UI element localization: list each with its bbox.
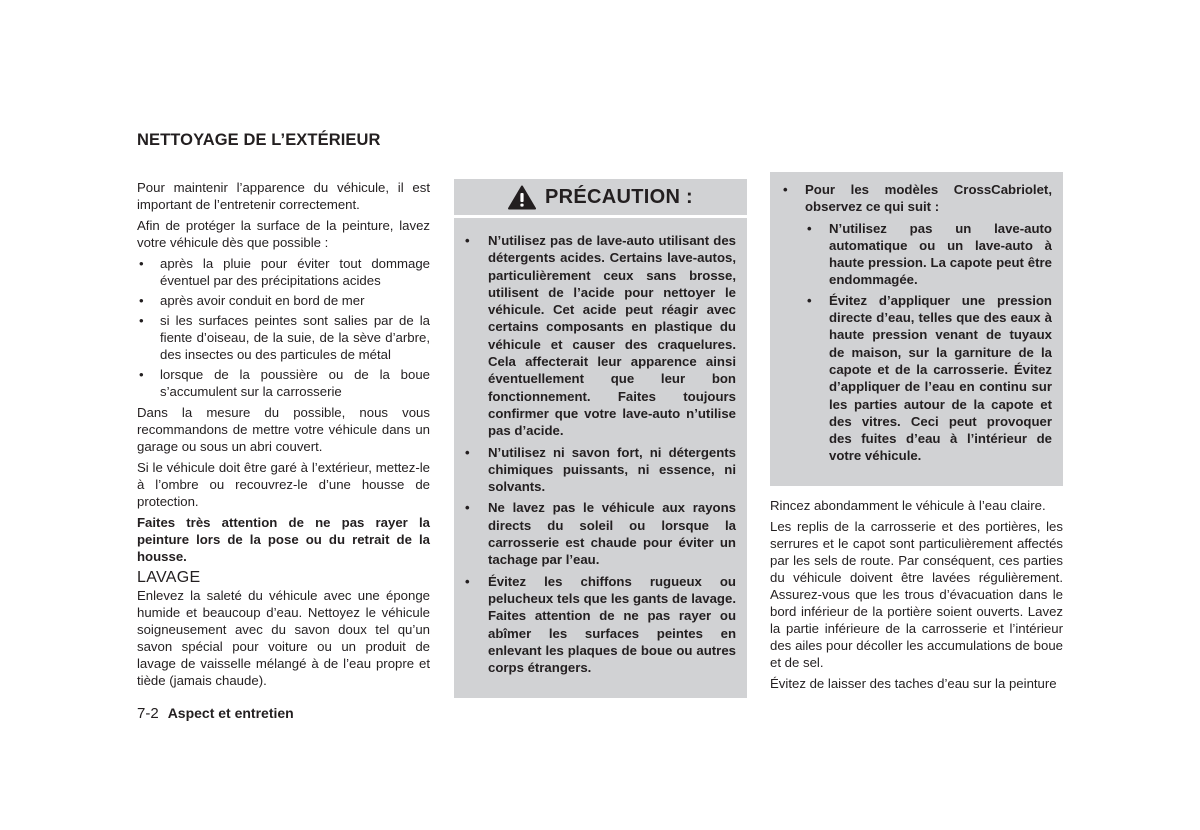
caution-title: PRÉCAUTION :	[544, 185, 694, 208]
chapter-title: Aspect et entretien	[167, 705, 294, 721]
caution-box	[454, 179, 747, 698]
crosscabriolet-list	[770, 172, 1063, 465]
page-footer	[137, 705, 294, 722]
crosscabriolet-box	[770, 172, 1063, 486]
washing-paragraph: Enlevez la saleté du véhicule avec une éponge humide et beaucoup d’eau. Nettoyez le véhicule soigneusement avec du savon doux tel qu’un savon spécial pour voiture ou un produit de lavage de vaisselle mélangé à de l’eau propre et tiède (jamais chaude).	[137, 588, 430, 688]
list-item: • Ne lavez pas le véhicule aux rayons directs du soleil ou lorsque la carrosserie est chaude pour éviter un tachage par l’eau.	[465, 499, 736, 568]
list-item: • N’utilisez ni savon fort, ni détergents chimiques puissants, ni essence, ni solvants.	[465, 444, 736, 496]
list-item: • après la pluie pour éviter tout dommage éventuel par des précipitations acides	[137, 255, 430, 289]
warning-triangle-icon	[508, 185, 536, 210]
outdoor-parking-paragraph: Si le véhicule doit être garé à l’extérieur, mettez-le à l’ombre ou recouvrez-le d’une housse de protection.	[137, 460, 430, 509]
garage-paragraph: Dans la mesure du possible, nous vous recommandons de mettre votre véhicule dans un garage ou sous un abri couvert.	[137, 405, 430, 454]
list-item: • Évitez d’appliquer une pression directe d’eau, telles que des eaux à haute pression venant de tuyaux de maison, sur la garniture de la capote et de la carrosserie. Évitez d’appliquer de l’eau en continu sur les parties autour de la capote et des vitres. Ceci peut provoquer des fuites d’eau à l’intérieur de votre véhicule.	[805, 292, 1052, 465]
list-item: • Évitez les chiffons rugueux ou pelucheux tels que les gants de lavage. Faites attention de ne pas rayer ou abîmer les surfaces peintes en enlevant les plaques de boue ou autres corps étrangers.	[465, 573, 736, 677]
list-item: • N’utilisez pas un lave-auto automatique ou un lave-auto à haute pression. La capote peut être endommagée.	[805, 220, 1052, 289]
list-item: • si les surfaces peintes sont salies par de la fiente d’oiseau, de la suie, de la sève d’arbre, des insectes ou des particules de métal	[137, 312, 430, 363]
list-item: • lorsque de la poussière ou de la boue s’accumulent sur la carrosserie	[137, 366, 430, 400]
wash-conditions-list	[137, 255, 430, 400]
rinse-paragraph: Rincez abondamment le véhicule à l’eau claire.	[770, 498, 1046, 513]
page-number: 7-2	[137, 705, 159, 722]
caution-header	[454, 179, 747, 218]
list-item	[781, 181, 1052, 465]
list-item: • après avoir conduit en bord de mer	[137, 292, 430, 309]
left-column	[137, 179, 430, 693]
caution-list	[465, 232, 736, 676]
road-salt-paragraph: Les replis de la carrosserie et des portières, les serrures et le capot sont particulièrement affectés par les sels de route. Par conséquent, ces parties du véhicule doivent être lavées régulièrement. Assurez-vous que les trous d’évacuation dans le bord inférieur de la portière soient ouverts. Lavez la partie inférieure de la carrosserie et l’intérieur des ailes pour décoller les accumulations de boue et de sel.	[770, 519, 1063, 670]
cover-warning-note: Faites très attention de ne pas rayer la peinture lors de la pose ou du retrait de la housse.	[137, 515, 430, 564]
list-item: • N’utilisez pas de lave-auto utilisant des détergents acides. Certains lave-autos, particulièrement ceux sans brosse, utilisent de l’acide pour nettoyer le véhicule. Cet acide peut réagir avec certains composants en plastique du véhicule et causer des craquelures. Cela affecterait leur apparence ainsi éventuellement que leur bon fonctionnement. Faites toujours confirmer que votre lave-auto n’utilise pas d’acide.	[465, 232, 736, 440]
water-spots-paragraph: Évitez de laisser des taches d’eau sur la peinture	[770, 676, 1057, 691]
washing-subheading: LAVAGE	[137, 569, 201, 586]
right-column	[770, 497, 1063, 696]
section-title: NETTOYAGE DE L’EXTÉRIEUR	[137, 131, 381, 149]
protect-paint-paragraph: Afin de protéger la surface de la peinture, lavez votre véhicule dès que possible :	[137, 218, 430, 250]
intro-paragraph: Pour maintenir l’apparence du véhicule, il est important de l’entretenir correctement.	[137, 180, 430, 212]
caution-body	[454, 218, 747, 676]
crosscabriolet-intro: Pour les modèles CrossCabriolet, observez ce qui suit :	[805, 182, 1052, 215]
crosscabriolet-dash-list	[805, 220, 1052, 465]
